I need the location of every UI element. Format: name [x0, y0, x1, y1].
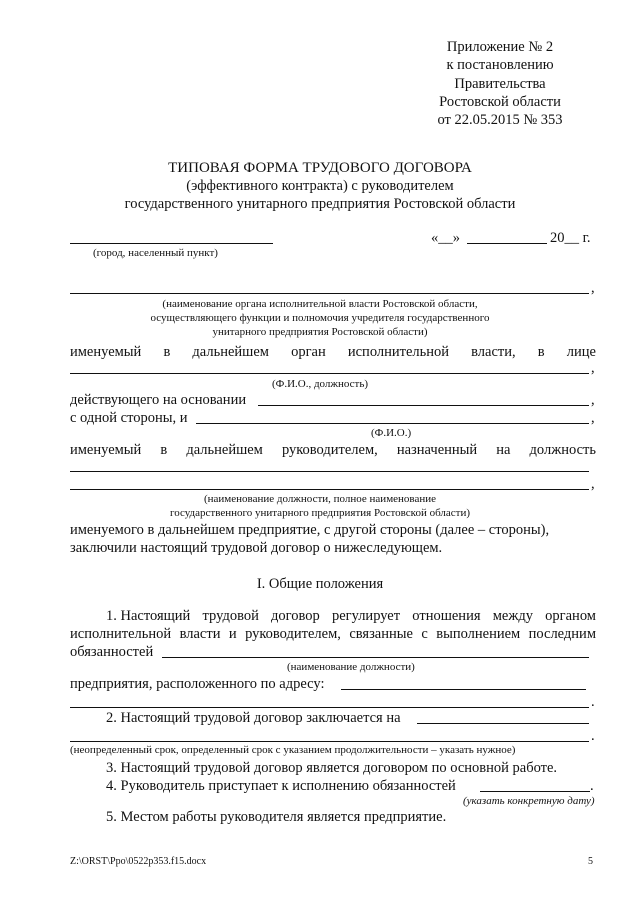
fio-position-hint: (Ф.И.О., должность)	[271, 378, 369, 390]
start-date-hint: (указать конкретную дату)	[463, 795, 595, 807]
comma: ,	[591, 280, 595, 296]
organ-field-line	[70, 293, 589, 294]
organ-hint: унитарного предприятия Ростовской области)	[212, 326, 428, 338]
section-heading: I. Общие положения	[256, 576, 384, 592]
address-field-line	[341, 689, 586, 690]
enterprise-line: именуемого в дальнейшем предприятие, с другой стороны (далее – стороны),	[70, 522, 550, 538]
head-fio-field-line	[196, 423, 589, 424]
approval-line: от 22.05.2015 № 353	[437, 112, 563, 129]
term-field-line	[70, 741, 589, 742]
address-label: предприятия, расположенного по адресу:	[70, 676, 325, 692]
comma: ,	[591, 360, 595, 376]
organ-named-line: именуемый в дальнейшем орган исполнительной власти, в лице	[70, 344, 596, 360]
organ-hint: осуществляющего функции и полномочия учредителя государственного	[150, 312, 490, 324]
city-field-line	[70, 243, 273, 244]
document-subtitle: (эффективного контракта) с руководителем	[186, 178, 454, 194]
approval-line: Правительства	[454, 75, 546, 92]
start-date-field-line	[480, 791, 590, 792]
date-year: 20__ г.	[550, 230, 591, 246]
document-title: ТИПОВАЯ ФОРМА ТРУДОВОГО ДОГОВОРА	[168, 160, 472, 176]
clause-1-line: 1. Настоящий трудовой договор регулирует отношения между органом	[106, 608, 596, 624]
period: .	[591, 694, 595, 710]
date-day: «__»	[431, 230, 460, 246]
clause-2: 2. Настоящий трудовой договор заключается на	[106, 710, 401, 726]
concluded-line: заключили настоящий трудовой договор о нижеследующем.	[70, 540, 443, 556]
term-field-line	[417, 723, 589, 724]
approval-block	[400, 38, 600, 129]
date-month-line	[467, 243, 547, 244]
basis-field-line	[258, 405, 589, 406]
acting-basis-label: действующего на основании	[70, 392, 247, 408]
position-hint: государственного унитарного предприятия Ростовской области)	[169, 507, 471, 519]
comma: ,	[591, 476, 595, 492]
footer-file-path: Z:\ORST\Ppo\0522p353.f15.docx	[70, 856, 207, 867]
representative-field-line	[70, 373, 589, 374]
clause-3: 3. Настоящий трудовой договор является договором по основной работе.	[106, 760, 558, 776]
clause-5: 5. Местом работы руководителя является предприятие.	[106, 809, 447, 825]
organ-hint: (наименование органа исполнительной власти Ростовской области,	[162, 298, 478, 310]
address-field-line	[70, 707, 589, 708]
position-field-line	[70, 489, 589, 490]
period: .	[591, 728, 595, 744]
approval-line: Ростовской области	[439, 93, 561, 110]
position-name-field-line	[162, 657, 589, 658]
city-hint: (город, населенный пункт)	[93, 247, 218, 259]
head-named-line: именуемый в дальнейшем руководителем, назначенный на должность	[70, 442, 596, 458]
approval-line: Приложение № 2	[446, 39, 554, 55]
comma: ,	[591, 410, 595, 426]
document-subtitle: государственного унитарного предприятия Ростовской области	[124, 196, 516, 212]
one-side-label: с одной стороны, и	[70, 410, 188, 426]
clause-1-line: обязанностей	[70, 644, 154, 660]
term-hint: (неопределенный срок, определенный срок с указанием продолжительности – указать нужное)	[70, 744, 516, 756]
position-hint: (наименование должности, полное наименование	[203, 493, 437, 505]
approval-line: к постановлению	[446, 57, 554, 74]
period: .	[590, 778, 594, 794]
position-field-line	[70, 471, 589, 472]
fio-hint: (Ф.И.О.)	[371, 427, 412, 439]
comma: ,	[591, 392, 595, 408]
page-number: 5	[588, 856, 593, 867]
clause-1-line: исполнительной власти и руководителем, связанные с выполнением последним	[70, 626, 596, 642]
clause-4: 4. Руководитель приступает к исполнению обязанностей	[106, 778, 456, 794]
position-name-hint: (наименование должности)	[287, 661, 415, 673]
